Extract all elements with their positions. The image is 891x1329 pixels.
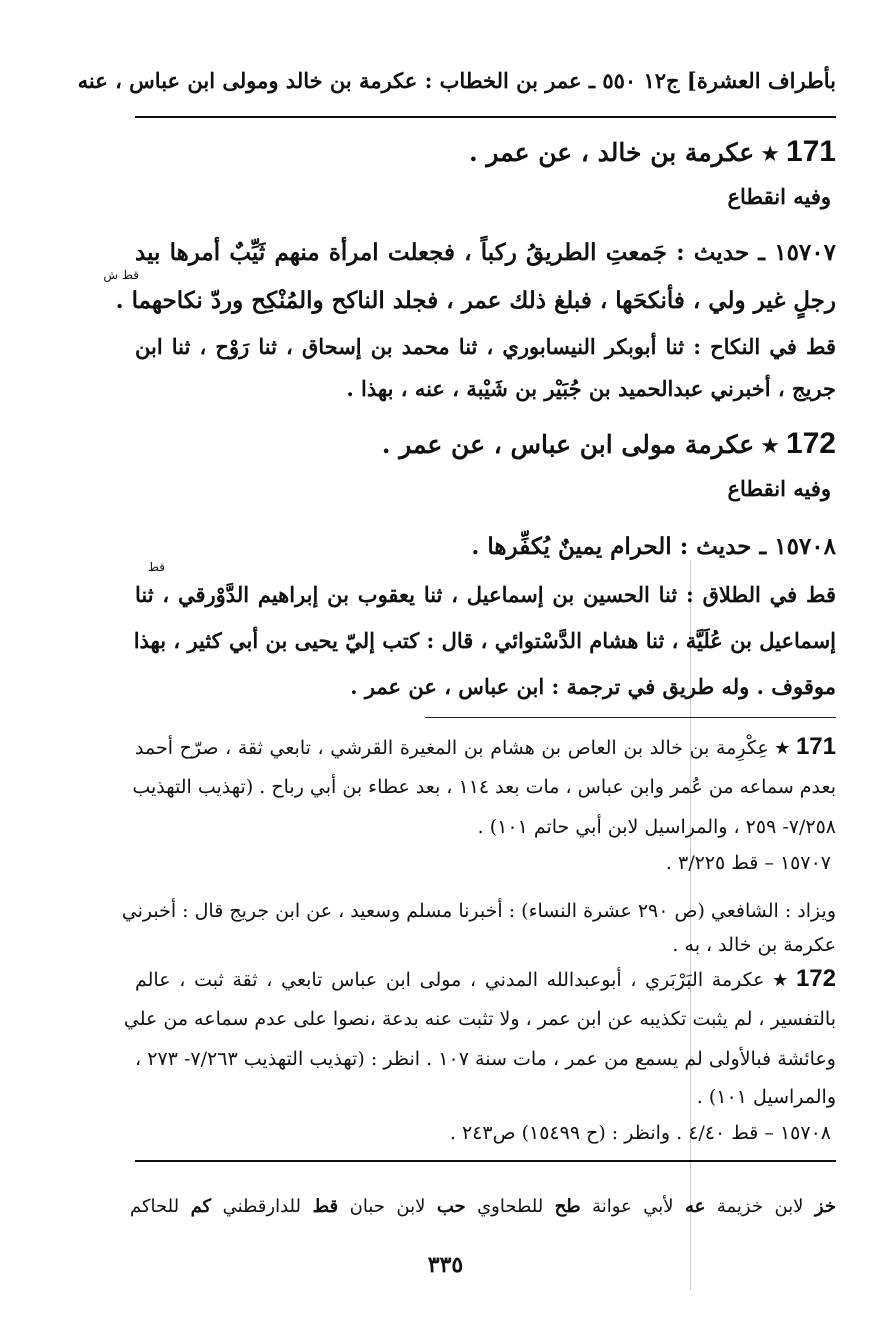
section-title: عكرمة بن خالد ، عن عمر . [468, 138, 755, 167]
section-number: 172 [785, 427, 836, 460]
header-rule [135, 116, 836, 118]
hadith-15708-source-2: إسماعيل بن عُلَيَّة ، ثنا هشام الدَّسْتوائي ، قال : كتب إليّ يحيى بن أبي كثير ، بهذا [133, 628, 836, 653]
footnote-text: عكرمة البَرْبَري ، أبوعبدالله المدني ، مولى ابن عباس تابعي ، ثقة ثبت ، عالم [135, 969, 765, 991]
footnote-172-line-3: وعائشة فبالأولى لم يسمع من عمر ، مات سنة ١٠٧ . انظر : (تهذيب التهذيب ٧/٢٦٣- ٢٧٣ ، [135, 1048, 836, 1070]
footnote-number: 172 [795, 965, 836, 992]
hadith-15707-marker: قط ش [103, 268, 139, 282]
footnote-172-line-4: والمراسيل ١٠١) . [696, 1086, 836, 1108]
abbr-item: خز لابن خزيمة [716, 1196, 836, 1217]
footnote-171-line-3: ٧/٢٥٨- ٢٥٩ ، والمراسيل لابن أبي حاتم ١٠١) . [477, 816, 836, 838]
abbr-item: قط للدارقطني [222, 1196, 339, 1217]
page-number: ٣٣٥ [427, 1252, 464, 1278]
footnote-addition-1: ويزاد : الشافعي (ص ٢٩٠ عشرة النساء) : أخبرنا مسلم وسعيد ، عن ابن جريج قال : أخبرني [121, 900, 836, 922]
section-title: عكرمة مولى ابن عباس ، عن عمر . [381, 430, 755, 459]
hadith-15707-text-2: رجلٍ غير ولي ، فأنكحَها ، فبلغ ذلك عمر ، فجلد الناكح والمُنْكِح وردّ نكاحهما . [115, 287, 836, 314]
hadith-15707-text-1: ١٥٧٠٧ ـ حديث : جَمعتِ الطريقُ ركباً ، فجعلت امرأة منهم ثَيِّبٌ أمرها بيد [135, 239, 836, 266]
section-171-note: وفيه انقطاع [727, 184, 831, 209]
star-icon: ★ [760, 142, 780, 167]
footnote-text: عِكْرِمة بن خالد بن العاص بن هشام بن المغيرة القرشي ، تابعي ثقة ، صرّح أحمد [135, 737, 769, 759]
footnote-addition-2: عكرمة بن خالد ، به . [672, 934, 836, 956]
abbr-item: حب لابن حبان [349, 1196, 466, 1217]
section-172-note: وفيه انقطاع [727, 476, 831, 501]
running-header: بأطراف العشرة] ج١٢ ٥٥٠ ـ عمر بن الخطاب : عكرمة بن خالد ومولى ابن عباس ، عنه [77, 68, 836, 93]
hadith-15708-marker: قط [147, 560, 165, 574]
section-171-heading [135, 132, 836, 175]
footnote-15708: ١٥٧٠٨ – قط ٤/٤٠ . وانظر : (ح ١٥٤٩٩) ص٢٤٣ . [449, 1122, 831, 1144]
star-icon: ★ [773, 738, 791, 759]
footnote-15707: ١٥٧٠٧ – قط ٣/٢٢٥ . [665, 852, 831, 874]
abbreviation-legend [130, 1196, 836, 1217]
hadith-15708-source-3: موقوف . وله طريق في ترجمة : ابن عباس ، عن عمر . [350, 674, 836, 699]
abbr-item: طح للطحاوي [477, 1196, 581, 1217]
section-172-heading [135, 424, 836, 467]
footnote-separator [425, 717, 836, 718]
footnote-171-line-1 [135, 732, 836, 764]
hadith-15707-source-1: قط في النكاح : ثنا أبوبكر النيسابوري ، ثنا محمد بن إسحاق ، ثنا رَوْح ، ثنا ابن [135, 334, 836, 359]
footnote-171-line-2: بعدم سماعه من عُمر وابن عباس ، مات بعد ١١٤ ، بعد عطاء بن أبي رباح . (تهذيب التهذيب [132, 776, 836, 798]
hadith-15708-text: ١٥٧٠٨ ـ حديث : الحرام يمينٌ يُكفِّرها . [471, 533, 836, 560]
footnote-172-line-1 [135, 964, 836, 996]
hadith-15707-source-2: جريج ، أخبرني عبدالحميد بن جُبَيْر بن شَيْبة ، عنه ، بهذا . [346, 376, 836, 401]
footer-rule [135, 1160, 836, 1162]
abbr-item: كم للحاكم [130, 1196, 212, 1217]
hadith-15708-source-1: قط في الطلاق : ثنا الحسين بن إسماعيل ، ثنا يعقوب بن إبراهيم الدَّوْرقي ، ثنا [135, 582, 836, 607]
footnote-number: 171 [795, 733, 836, 760]
star-icon: ★ [760, 434, 780, 459]
section-number: 171 [785, 135, 836, 168]
abbr-item: عه لأبي عوانة [592, 1196, 706, 1217]
footnote-172-line-2: بالتفسير ، لم يثبت تكذيبه عن ابن عمر ، ولا تثبت عنه بدعة ،نصوا على عدم سماعه من علي [123, 1008, 836, 1030]
star-icon: ★ [769, 970, 791, 991]
